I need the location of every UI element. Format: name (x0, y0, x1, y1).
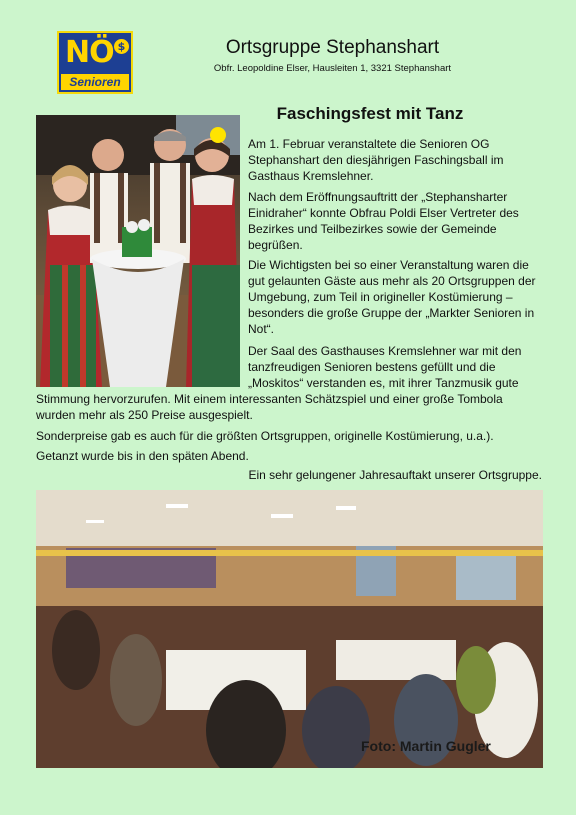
logo-coin-icon: $ (114, 39, 129, 54)
hall-photo-illustration (36, 490, 543, 768)
article-paragraph-6: Getanzt wurde bis in den späten Abend. (36, 449, 249, 463)
logo-subtitle: Senioren (61, 74, 129, 90)
article-closing-line: Ein sehr gelungener Jahresauftakt unserer Ortsgruppe. (248, 468, 542, 482)
group-photo-illustration (36, 115, 240, 387)
group-photo (36, 115, 240, 387)
photo-credit: Foto: Martin Gugler (361, 738, 491, 754)
article-paragraph-5: Sonderpreise gab es auch für die größten Ortsgruppen, originelle Kostümierung, u.a.). (36, 429, 494, 443)
noe-senioren-logo (57, 31, 133, 94)
article-paragraph-2: Nach dem Eröffnungsauftritt der „Stephansharter Einidraher“ konnte Obfrau Poldi Elser Vertreter des Bezirkes und Teilbezirkes sowie der Gemeinde begrüßen. (248, 190, 519, 252)
article-paragraph-1: Am 1. Februar veranstaltete die Senioren OG Stephanshart den diesjährigen Faschingsball im Gasthaus Kremslehner. (248, 137, 504, 183)
logo-mark: NÖ (65, 35, 114, 70)
article-paragraph-4-start: Der Saal des Gasthauses Kremslehner war mit den tanzfreudigen Senioren bestens gefüllt und die „Moskitos“ verstanden es, mit ihrer Tanzmusik gute (248, 344, 522, 390)
organization-title: Ortsgruppe Stephanshart (225, 37, 440, 58)
hall-photo (36, 490, 543, 768)
organization-address: Obfr. Leopoldine Elser, Hausleiten 1, 3321 Stephanshart (213, 63, 452, 74)
article-headline: Faschingsfest mit Tanz (276, 104, 464, 123)
article-paragraph-3: Die Wichtigsten bei so einer Veranstaltung waren die gut gelaunten Gäste aus mehr als 20 Ortsgruppen der Umgebung, zum Teil in origineller Kostümierung – besonders die große Gruppe der „Markter Senioren in Not“. (248, 258, 536, 336)
article-paragraph-4-end: Stimmung hervorzurufen. Mit einem interessanten Schätzspiel und einer große Tombola wurden mehr als 250 Preise ausgespielt. (36, 392, 503, 422)
